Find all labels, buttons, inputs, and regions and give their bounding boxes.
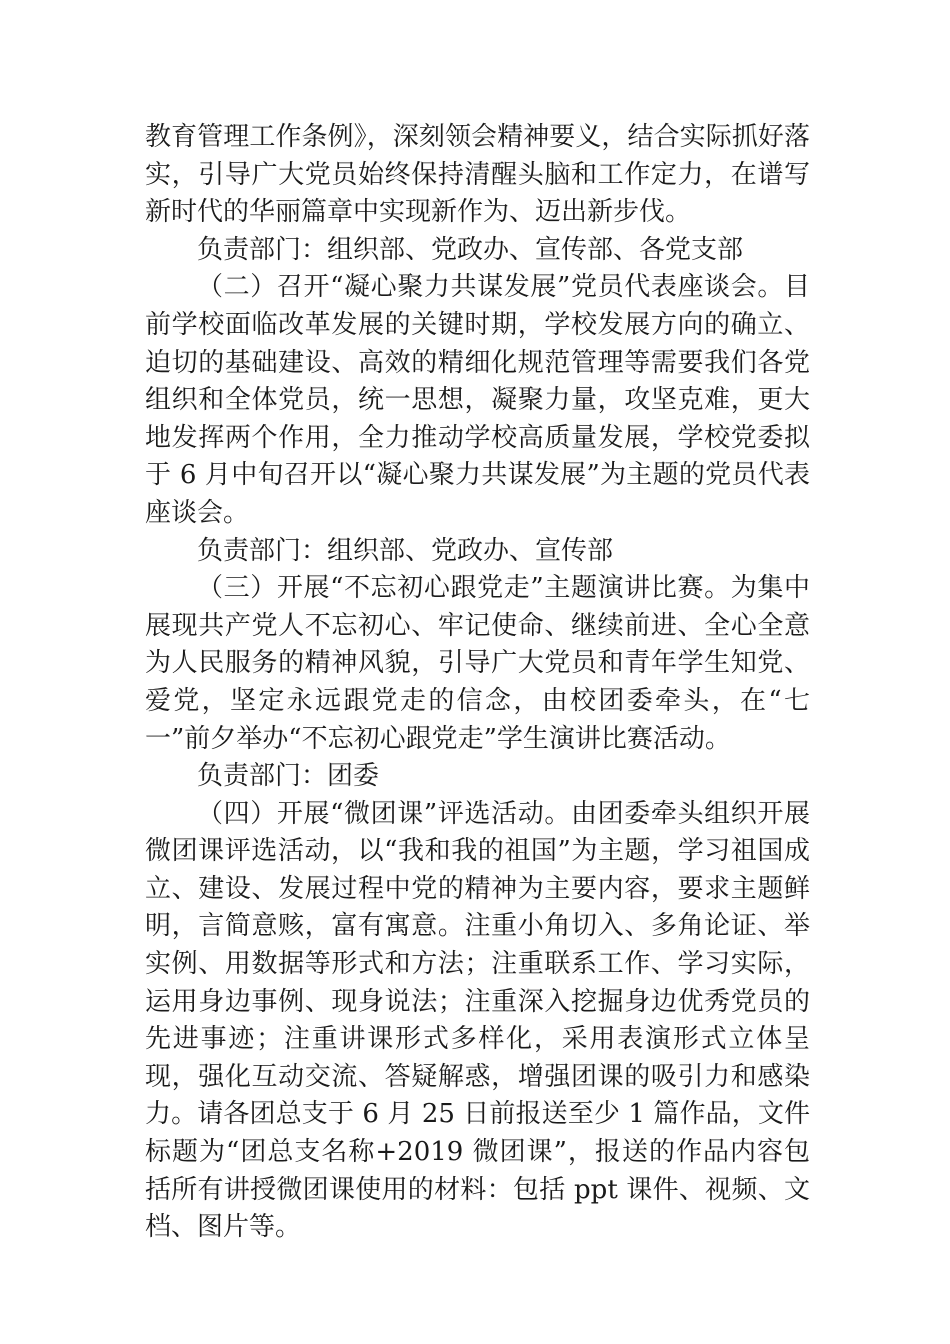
paragraph-responsible-dept-2: 负责部门：组织部、党政办、宣传部 — [197, 535, 614, 566]
paragraph-responsible-dept-1: 负责部门：组织部、党政办、宣传部、各党支部 — [197, 234, 744, 265]
paragraph-continued-regulation: 教育管理工作条例》，深刻领会精神要义，结合实际抓好落实，引导广大党员始终保持清醒头脑和工作定力，在谱写新时代的华丽篇章中实现新作为、迈出新步伐。 — [145, 122, 810, 228]
document-body — [145, 119, 810, 1247]
paragraph-section-3-speech-contest: （三）开展“不忘初心跟党走”主题演讲比赛。为集中展现共产党人不忘初心、牢记使命、继续前进、全心全意为人民服务的精神风貌，引导广大党员和青年学生知党、爱党，坚定永远跟党走的信念，由校团委牵头，在“七一”前夕举办“不忘初心跟党走”学生演讲比赛活动。 — [145, 573, 810, 754]
paragraph-section-4-micro-class: （四）开展“微团课”评选活动。由团委牵头组织开展微团课评选活动，以“我和我的祖国”为主题，学习祖国成立、建设、发展过程中党的精神为主要内容，要求主题鲜明，言简意赅，富有寓意。注重小角切入、多角论证、举实例、用数据等形式和方法；注重联系工作、学习实际，运用身边事例、现身说法；注重深入挖掘身边优秀党员的先进事迹；注重讲课形式多样化，采用表演形式立体呈现，强化互动交流、答疑解惑，增强团课的吸引力和感染力。请各团总支于 6 月 25 日前报送至少 1 篇作品，文件标题为“团总支名称+2019 微团课”，报送的作品内容包括所有讲授微团课使用的材料：包括 ppt 课件、视频、文档、图片等。 — [145, 798, 810, 1243]
paragraph-section-2-forum: （二）召开“凝心聚力共谋发展”党员代表座谈会。目前学校面临改革发展的关键时期，学校发展方向的确立、迫切的基础建设、高效的精细化规范管理等需要我们各党组织和全体党员，统一思想，凝聚力量，攻坚克难，更大地发挥两个作用，全力推动学校高质量发展，学校党委拟于 6 月中旬召开以“凝心聚力共谋发展”为主题的党员代表座谈会。 — [145, 272, 810, 528]
paragraph-responsible-dept-3: 负责部门：团委 — [197, 761, 380, 792]
